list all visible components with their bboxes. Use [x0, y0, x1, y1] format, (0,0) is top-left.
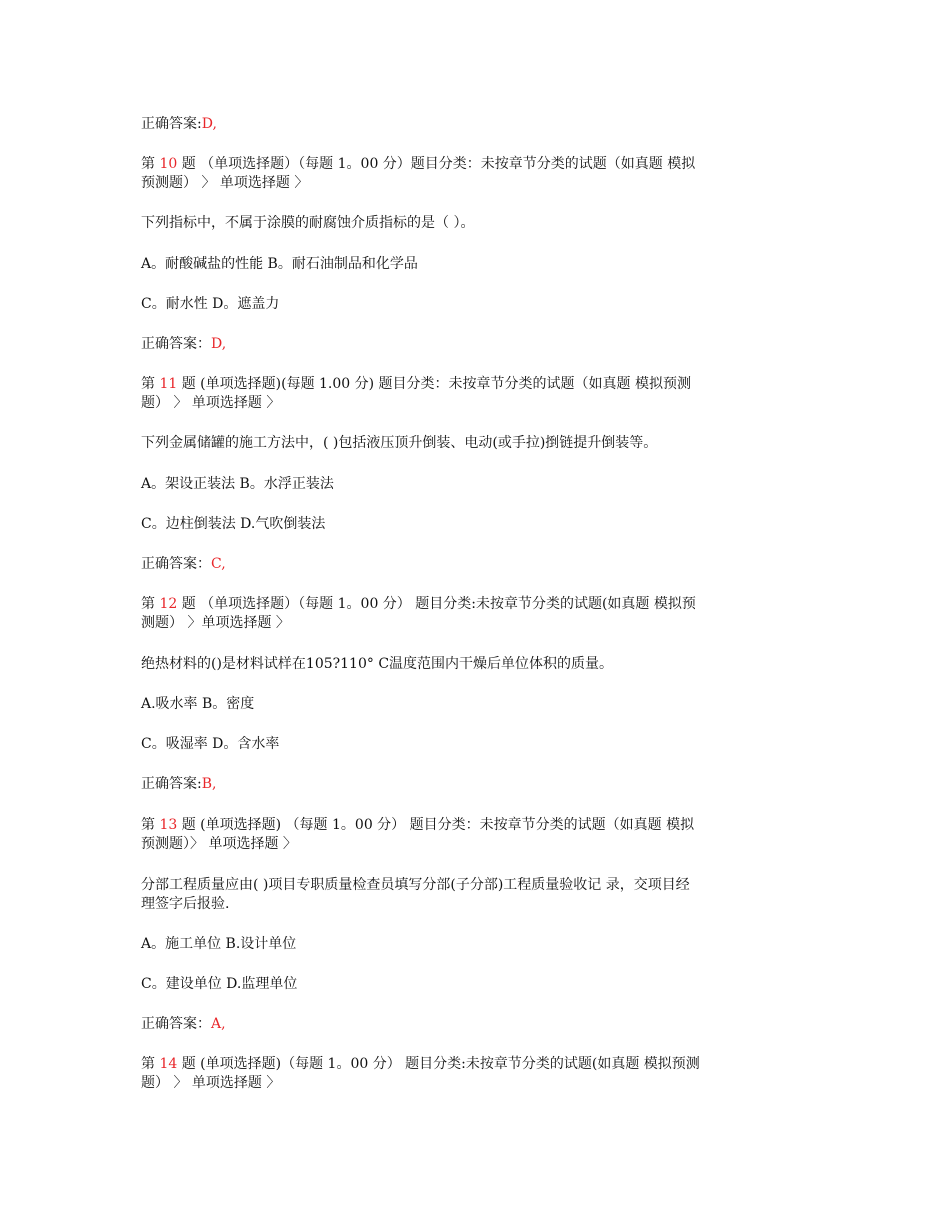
question-stem: 下列指标中，不属于涂膜的耐腐蚀介质指标的是（ ）。: [141, 215, 475, 231]
question-meta: 题 (单项选择题)(每题 1.00 分) 题目分类：未按章节分类的试题（如真题 模拟预测: [177, 376, 692, 392]
question-header: [141, 595, 821, 614]
question-header-cont: 题） 〉 单项选择题 〉: [141, 1075, 281, 1091]
question-header: [141, 1055, 821, 1074]
answer-line: [141, 335, 821, 354]
question-header: [141, 816, 821, 835]
question-prefix: 第: [141, 817, 160, 833]
answer-value: D,: [211, 336, 227, 352]
options-line: C。边柱倒装法 D.气吹倒装法: [141, 516, 326, 532]
answer-value: C,: [211, 556, 226, 572]
options-line: A.吸水率 B。密度: [141, 696, 255, 712]
options-line: A。耐酸碱盐的性能 B。耐石油制品和化学品: [141, 256, 418, 272]
question-meta: 题 (单项选择题) （每题 1。00 分） 题目分类：未按章节分类的试题（如真题 模拟: [177, 817, 695, 833]
question-number: 14: [159, 1056, 178, 1072]
question-header-cont: 预测题） 〉 单项选择题 〉: [141, 175, 309, 191]
question-header: [141, 375, 821, 394]
answer-label: 正确答案：: [141, 1016, 211, 1032]
question-meta: 题 （单项选择题）（每题 1。00 分） 题目分类:未按章节分类的试题(如真题 模拟预: [177, 596, 696, 612]
question-header: [141, 155, 821, 174]
answer-line: [141, 1015, 821, 1034]
answer-value: D,: [201, 116, 217, 132]
question-number: 10: [159, 156, 178, 172]
options-line: C。耐水性 D。遮盖力: [141, 296, 280, 312]
question-meta: 题 (单项选择题)（每题 1。00 分） 题目分类:未按章节分类的试题(如真题 模拟预测: [177, 1056, 700, 1072]
options-line: C。建设单位 D.监理单位: [141, 976, 298, 992]
answer-label: 正确答案:: [141, 776, 202, 792]
answer-value: B,: [201, 776, 217, 792]
question-prefix: 第: [141, 376, 160, 392]
answer-line: [141, 115, 821, 134]
question-header-cont: 测题） 〉单项选择题 〉: [141, 615, 290, 631]
question-number: 12: [159, 596, 178, 612]
question-header-cont: 题） 〉 单项选择题 〉: [141, 395, 281, 411]
answer-label: 正确答案:: [141, 116, 202, 132]
answer-line: [141, 775, 821, 794]
options-line: C。吸湿率 D。含水率: [141, 736, 280, 752]
question-stem: 分部工程质量应由( )项目专职质量检查员填写分部(子分部)工程质量验收记 录，交项目经: [141, 877, 690, 893]
options-line: A。架设正装法 B。水浮正装法: [141, 476, 334, 492]
answer-label: 正确答案：: [141, 336, 211, 352]
question-header-cont: 预测题）〉 单项选择题 〉: [141, 836, 297, 852]
answer-line: [141, 555, 821, 574]
question-number: 13: [159, 817, 178, 833]
question-number: 11: [159, 376, 178, 392]
answer-label: 正确答案：: [141, 556, 211, 572]
question-stem-cont: 理签字后报验.: [141, 896, 230, 912]
answer-value: A,: [211, 1016, 226, 1032]
question-meta: 题 （单项选择题）（每题 1。00 分）题目分类：未按章节分类的试题（如真题 模拟: [177, 156, 696, 172]
question-stem: 下列金属储罐的施工方法中，( )包括液压顶升倒装、电动(或手拉)捯链提升倒装等。: [141, 435, 658, 451]
question-prefix: 第: [141, 156, 160, 172]
question-stem: 绝热材料的()是材料试样在105?110° C温度范围内干燥后单位体积的质量。: [141, 656, 614, 672]
question-prefix: 第: [141, 596, 160, 612]
question-prefix: 第: [141, 1056, 160, 1072]
options-line: A。施工单位 B.设计单位: [141, 936, 297, 952]
